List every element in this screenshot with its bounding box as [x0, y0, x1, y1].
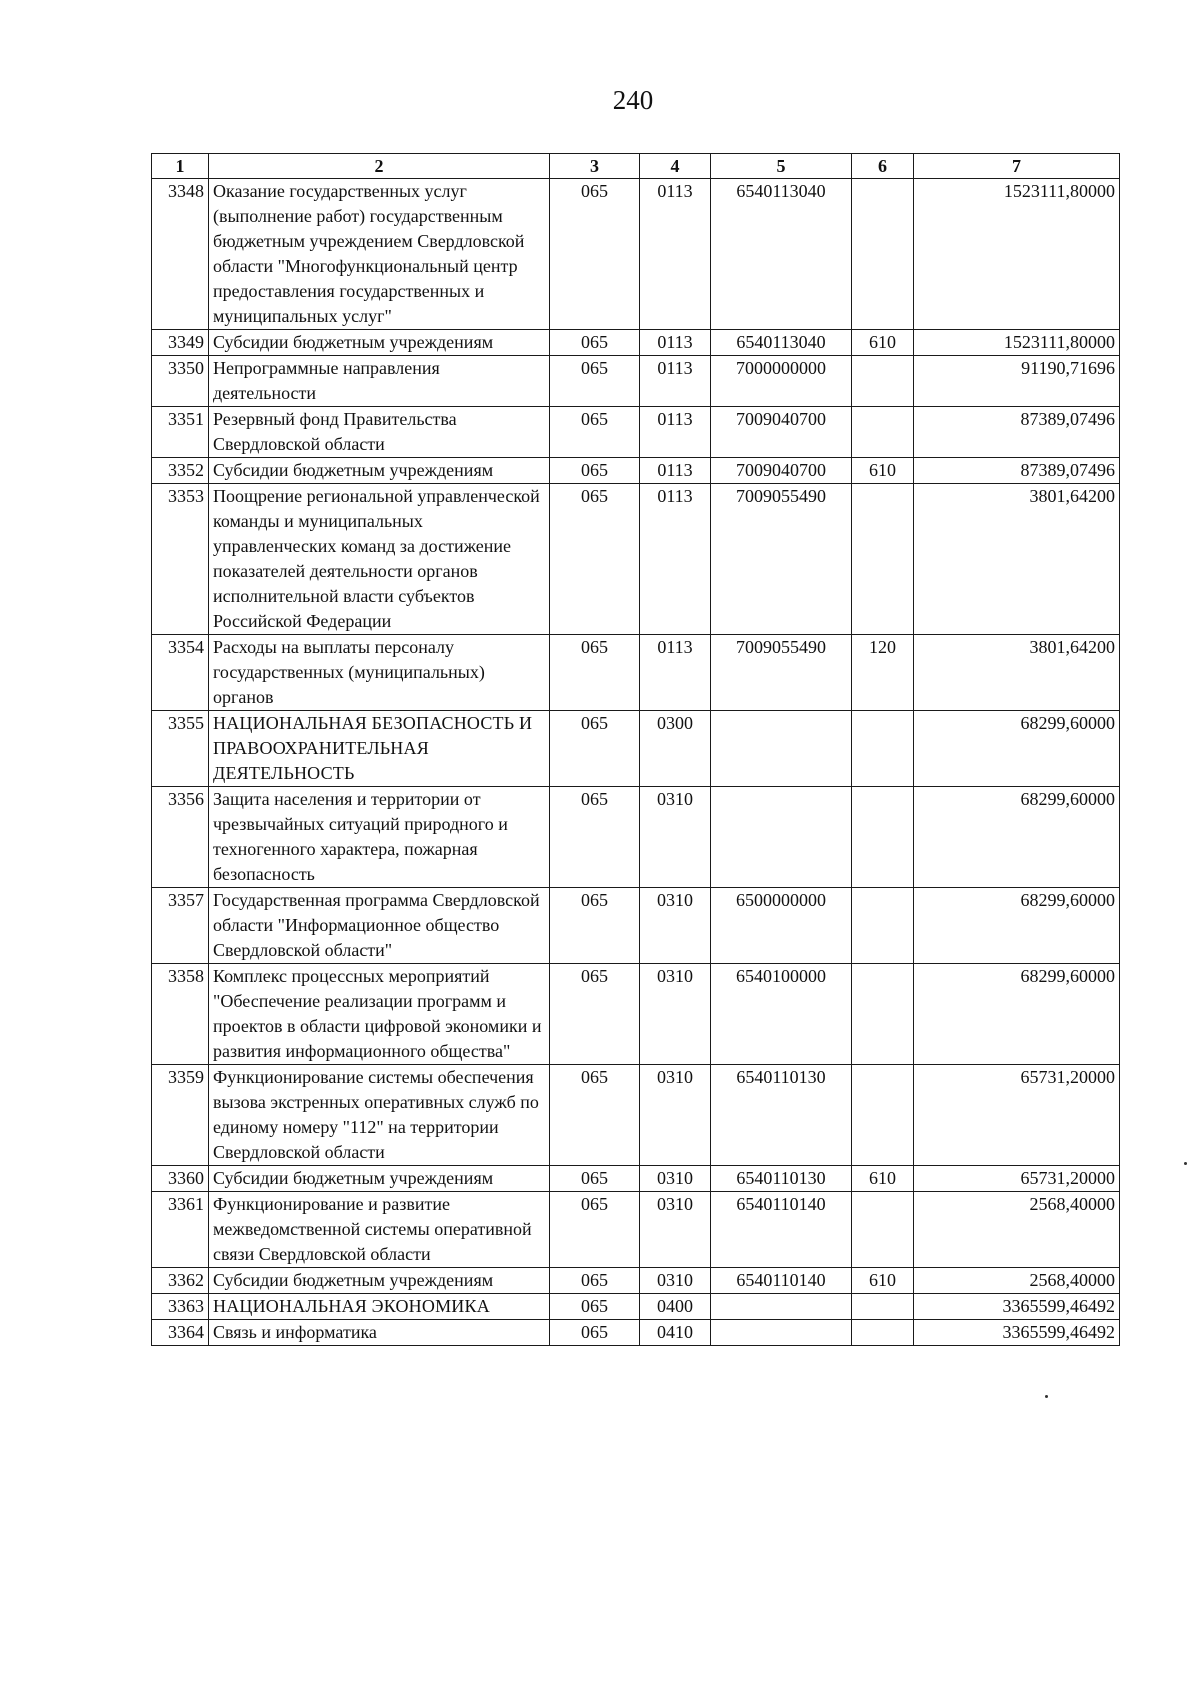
row-name: Резервный фонд Правительства Свердловской области [209, 407, 550, 458]
scan-speck [1045, 1395, 1048, 1398]
target-article-code [711, 1294, 852, 1320]
table-row [152, 356, 1120, 407]
row-name: Государственная программа Свердловской области "Информационное общество Свердловской области" [209, 888, 550, 964]
expense-type-code [852, 1065, 914, 1166]
ministry-code: 065 [550, 484, 640, 635]
column-header: 2 [209, 154, 550, 179]
section-code: 0310 [640, 1268, 711, 1294]
table-row [152, 635, 1120, 711]
row-name: Связь и информатика [209, 1320, 550, 1346]
column-header: 7 [914, 154, 1120, 179]
expense-type-code: 610 [852, 330, 914, 356]
row-name: Защита населения и территории от чрезвычайных ситуаций природного и техногенного характера, пожарная безопасность [209, 787, 550, 888]
row-amount: 3801,64200 [914, 635, 1120, 711]
row-number: 3349 [152, 330, 209, 356]
budget-table [151, 153, 1120, 1346]
target-article-code: 6540100000 [711, 964, 852, 1065]
table-row [152, 1294, 1120, 1320]
expense-type-code [852, 1294, 914, 1320]
row-name: Субсидии бюджетным учреждениям [209, 458, 550, 484]
table-row [152, 484, 1120, 635]
column-header: 3 [550, 154, 640, 179]
ministry-code: 065 [550, 330, 640, 356]
target-article-code [711, 1320, 852, 1346]
ministry-code: 065 [550, 1166, 640, 1192]
expense-type-code [852, 484, 914, 635]
section-code: 0310 [640, 1065, 711, 1166]
expense-type-code [852, 1320, 914, 1346]
expense-type-code [852, 179, 914, 330]
row-name: Субсидии бюджетным учреждениям [209, 330, 550, 356]
row-number: 3361 [152, 1192, 209, 1268]
ministry-code: 065 [550, 356, 640, 407]
table-row [152, 407, 1120, 458]
row-number: 3360 [152, 1166, 209, 1192]
expense-type-code [852, 964, 914, 1065]
table-row [152, 1192, 1120, 1268]
target-article-code: 6540110130 [711, 1166, 852, 1192]
section-code: 0113 [640, 484, 711, 635]
ministry-code: 065 [550, 787, 640, 888]
row-amount: 65731,20000 [914, 1065, 1120, 1166]
row-amount: 1523111,80000 [914, 179, 1120, 330]
section-code: 0113 [640, 356, 711, 407]
column-header: 6 [852, 154, 914, 179]
target-article-code: 7009055490 [711, 635, 852, 711]
row-number: 3364 [152, 1320, 209, 1346]
expense-type-code: 610 [852, 458, 914, 484]
target-article-code: 7009040700 [711, 458, 852, 484]
row-name: НАЦИОНАЛЬНАЯ ЭКОНОМИКА [209, 1294, 550, 1320]
section-code: 0310 [640, 1192, 711, 1268]
row-amount: 68299,60000 [914, 787, 1120, 888]
table-row [152, 1166, 1120, 1192]
table-row [152, 1320, 1120, 1346]
table-header-row [152, 154, 1120, 179]
table-row [152, 888, 1120, 964]
target-article-code: 6500000000 [711, 888, 852, 964]
row-name: Функционирование и развитие межведомственной системы оперативной связи Свердловской области [209, 1192, 550, 1268]
row-number: 3350 [152, 356, 209, 407]
row-number: 3358 [152, 964, 209, 1065]
row-amount: 68299,60000 [914, 888, 1120, 964]
row-amount: 87389,07496 [914, 407, 1120, 458]
column-header: 4 [640, 154, 711, 179]
row-amount: 3365599,46492 [914, 1294, 1120, 1320]
target-article-code: 6540113040 [711, 330, 852, 356]
row-amount: 68299,60000 [914, 711, 1120, 787]
table-row [152, 787, 1120, 888]
ministry-code: 065 [550, 1268, 640, 1294]
row-name: Комплекс процессных мероприятий "Обеспечение реализации программ и проектов в области цифровой экономики и развития информационного общества" [209, 964, 550, 1065]
section-code: 0310 [640, 964, 711, 1065]
row-number: 3356 [152, 787, 209, 888]
row-amount: 3365599,46492 [914, 1320, 1120, 1346]
row-name: Оказание государственных услуг (выполнение работ) государственным бюджетным учреждением Свердловской области "Многофункциональный центр предоставления государственных и муниципальных услуг" [209, 179, 550, 330]
row-amount: 2568,40000 [914, 1268, 1120, 1294]
table-row [152, 179, 1120, 330]
ministry-code: 065 [550, 635, 640, 711]
table-row [152, 711, 1120, 787]
row-amount: 68299,60000 [914, 964, 1120, 1065]
target-article-code [711, 711, 852, 787]
table-row [152, 1065, 1120, 1166]
ministry-code: 065 [550, 1065, 640, 1166]
ministry-code: 065 [550, 1294, 640, 1320]
row-name: Непрограммные направления деятельности [209, 356, 550, 407]
expense-type-code [852, 711, 914, 787]
row-number: 3359 [152, 1065, 209, 1166]
target-article-code: 6540110140 [711, 1268, 852, 1294]
row-amount: 1523111,80000 [914, 330, 1120, 356]
table-row [152, 330, 1120, 356]
row-amount: 65731,20000 [914, 1166, 1120, 1192]
ministry-code: 065 [550, 1320, 640, 1346]
section-code: 0310 [640, 888, 711, 964]
row-number: 3353 [152, 484, 209, 635]
expense-type-code [852, 407, 914, 458]
table-row [152, 964, 1120, 1065]
row-amount: 91190,71696 [914, 356, 1120, 407]
table-row [152, 1268, 1120, 1294]
page-number: 240 [612, 85, 654, 115]
row-amount: 2568,40000 [914, 1192, 1120, 1268]
row-name: Поощрение региональной управленческой команды и муниципальных управленческих команд за достижение показателей деятельности органов исполнительной власти субъектов Российской Федерации [209, 484, 550, 635]
row-number: 3362 [152, 1268, 209, 1294]
expense-type-code: 120 [852, 635, 914, 711]
section-code: 0410 [640, 1320, 711, 1346]
row-number: 3351 [152, 407, 209, 458]
row-name: Субсидии бюджетным учреждениям [209, 1268, 550, 1294]
target-article-code: 6540110140 [711, 1192, 852, 1268]
expense-type-code [852, 1192, 914, 1268]
row-name: Расходы на выплаты персоналу государственных (муниципальных) органов [209, 635, 550, 711]
row-number: 3357 [152, 888, 209, 964]
ministry-code: 065 [550, 407, 640, 458]
section-code: 0113 [640, 330, 711, 356]
section-code: 0310 [640, 787, 711, 888]
ministry-code: 065 [550, 1192, 640, 1268]
target-article-code: 6540113040 [711, 179, 852, 330]
expense-type-code [852, 787, 914, 888]
expense-type-code: 610 [852, 1166, 914, 1192]
row-name: Субсидии бюджетным учреждениям [209, 1166, 550, 1192]
row-number: 3355 [152, 711, 209, 787]
row-number: 3363 [152, 1294, 209, 1320]
scan-speck [1184, 1162, 1187, 1165]
section-code: 0310 [640, 1166, 711, 1192]
section-code: 0113 [640, 407, 711, 458]
target-article-code: 6540110130 [711, 1065, 852, 1166]
column-header: 5 [711, 154, 852, 179]
expense-type-code: 610 [852, 1268, 914, 1294]
target-article-code: 7009040700 [711, 407, 852, 458]
target-article-code [711, 787, 852, 888]
ministry-code: 065 [550, 711, 640, 787]
row-number: 3352 [152, 458, 209, 484]
row-name: Функционирование системы обеспечения вызова экстренных оперативных служб по единому номеру "112" на территории Свердловской области [209, 1065, 550, 1166]
row-number: 3348 [152, 179, 209, 330]
section-code: 0113 [640, 635, 711, 711]
table-row [152, 458, 1120, 484]
row-number: 3354 [152, 635, 209, 711]
ministry-code: 065 [550, 458, 640, 484]
column-header: 1 [152, 154, 209, 179]
expense-type-code [852, 356, 914, 407]
ministry-code: 065 [550, 888, 640, 964]
row-amount: 87389,07496 [914, 458, 1120, 484]
row-name: НАЦИОНАЛЬНАЯ БЕЗОПАСНОСТЬ И ПРАВООХРАНИТЕЛЬНАЯ ДЕЯТЕЛЬНОСТЬ [209, 711, 550, 787]
row-amount: 3801,64200 [914, 484, 1120, 635]
expense-type-code [852, 888, 914, 964]
section-code: 0300 [640, 711, 711, 787]
ministry-code: 065 [550, 179, 640, 330]
target-article-code: 7009055490 [711, 484, 852, 635]
target-article-code: 7000000000 [711, 356, 852, 407]
section-code: 0113 [640, 179, 711, 330]
section-code: 0113 [640, 458, 711, 484]
ministry-code: 065 [550, 964, 640, 1065]
section-code: 0400 [640, 1294, 711, 1320]
